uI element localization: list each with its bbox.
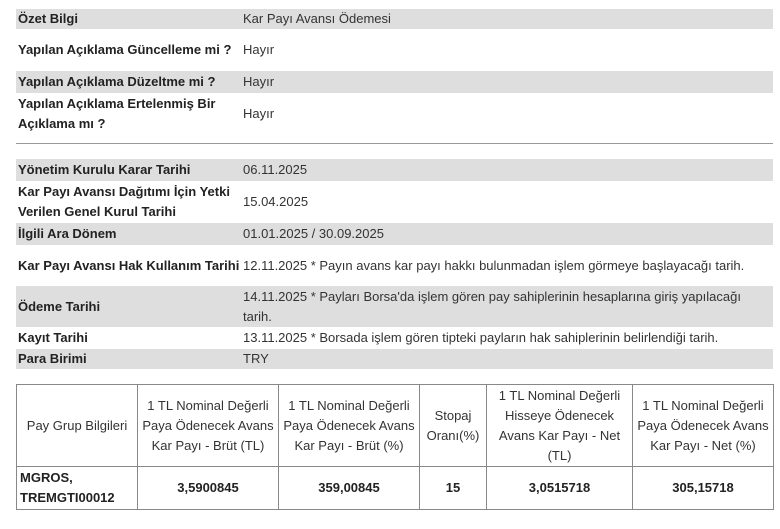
detail-row — [16, 159, 773, 181]
spacer — [16, 135, 773, 143]
pay-group-cell: MGROS, TREMGTI00012 — [17, 467, 138, 510]
detail-label: İlgili Ara Dönem — [16, 223, 243, 245]
detail-label: Kayıt Tarihi — [18, 330, 88, 345]
table-header-row — [17, 385, 774, 467]
net-tl-cell: 3,0515718 — [487, 467, 633, 510]
divider — [16, 143, 773, 159]
summary-label: Yapılan Açıklama Düzeltme mi ? — [16, 71, 243, 93]
gross-tl-cell: 3,5900845 — [138, 467, 279, 510]
detail-value: 14.11.2025 * Payları Borsa'da işlem gören pay sahiplerinin hesaplarına giriş yapılacağı tarih. — [243, 286, 773, 327]
detail-value: 13.11.2025 * Borsada işlem gören tipteki payların hak sahiplerinin belirlendiği tarih. — [243, 330, 719, 345]
detail-value: 01.01.2025 / 30.09.2025 — [243, 223, 773, 245]
detail-row — [16, 286, 773, 327]
detail-value: TRY — [243, 349, 773, 369]
column-header: 1 TL Nominal Değerli Paya Ödenecek Avans Kar Payı - Brüt (%) — [279, 385, 420, 467]
detail-label: Kar Payı Avansı Dağıtımı İçin Yetki Verilen Genel Kurul Tarihi — [18, 184, 230, 219]
detail-label: Para Birimi — [16, 349, 243, 369]
detail-value: 15.04.2025 — [243, 194, 309, 209]
summary-label: Özet Bilgi — [16, 9, 243, 29]
summary-row — [16, 93, 773, 135]
column-header: 1 TL Nominal Değerli Paya Ödenecek Avans Kar Payı - Brüt (TL) — [138, 385, 279, 467]
gross-percent-cell: 359,00845 — [279, 467, 420, 510]
detail-value: 12.11.2025 * Payın avans kar payı hakkı bulunmadan işlem görmeye başlayacağı tarih. — [243, 257, 745, 273]
summary-label: Yapılan Açıklama Ertelenmiş Bir Açıklama mı ? — [18, 96, 216, 131]
summary-value: Hayır — [243, 42, 275, 57]
detail-row — [16, 349, 773, 369]
detail-label: Yönetim Kurulu Karar Tarihi — [16, 159, 243, 181]
disclosure-content — [16, 9, 773, 510]
summary-row — [16, 9, 773, 29]
summary-value: Hayır — [243, 106, 275, 121]
summary-row — [16, 71, 773, 93]
summary-value: Kar Payı Avansı Ödemesi — [243, 9, 773, 29]
detail-row — [16, 181, 773, 223]
details-table — [16, 159, 773, 369]
dividend-table — [16, 384, 774, 510]
detail-row — [16, 223, 773, 245]
detail-row — [16, 245, 773, 286]
column-header: Stopaj Oranı(%) — [420, 385, 487, 467]
column-header: 1 TL Nominal Değerli Paya Ödenecek Avans Kar Payı - Net (%) — [633, 385, 774, 467]
summary-row — [16, 29, 773, 71]
detail-value: 06.11.2025 — [243, 159, 773, 181]
summary-table — [16, 9, 773, 135]
withholding-rate-cell: 15 — [420, 467, 487, 510]
detail-label: Ödeme Tarihi — [16, 286, 243, 327]
column-header: 1 TL Nominal Değerli Hisseye Ödenecek Avans Kar Payı - Net (TL) — [487, 385, 633, 467]
summary-value: Hayır — [243, 71, 773, 93]
column-header: Pay Grup Bilgileri — [17, 385, 138, 467]
summary-label: Yapılan Açıklama Güncelleme mi ? — [18, 42, 232, 57]
detail-label: Kar Payı Avansı Hak Kullanım Tarihi — [18, 257, 240, 273]
net-percent-cell: 305,15718 — [633, 467, 774, 510]
table-row — [17, 467, 774, 510]
detail-row — [16, 327, 773, 349]
